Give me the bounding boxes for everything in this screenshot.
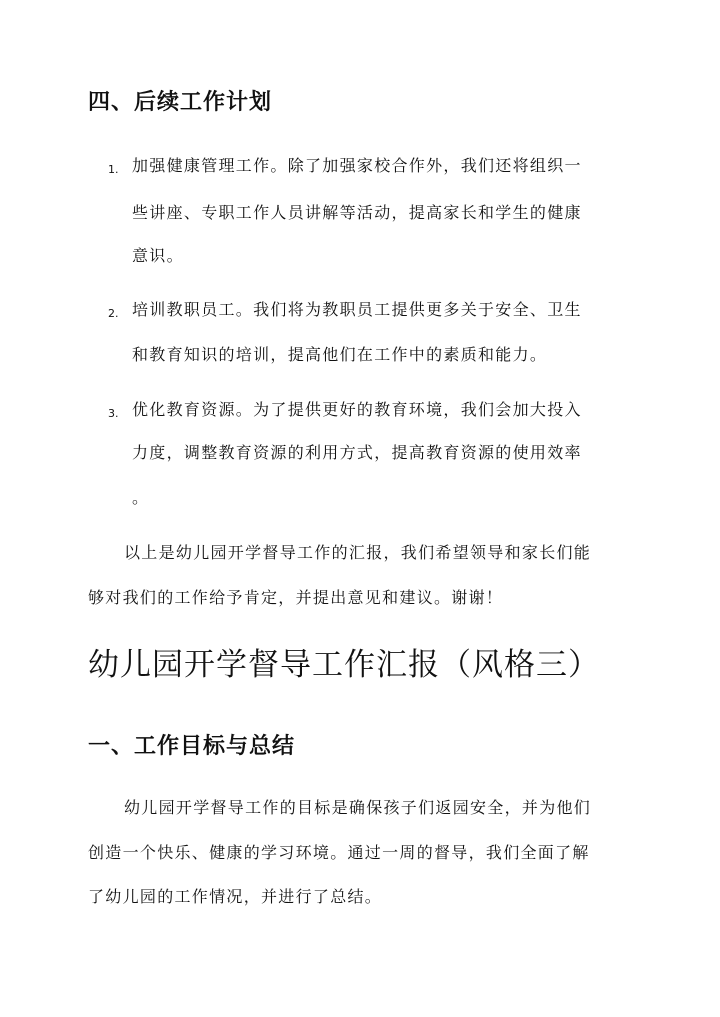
- paragraph-line: 幼儿园开学督导工作的目标是确保孩子们返园安全，并为他们: [124, 798, 592, 817]
- section-heading-goals-summary: 一、工作目标与总结: [88, 734, 296, 759]
- list-item-line: 优化教育资源。为了提供更好的教育环境，我们会加大投入: [132, 400, 582, 419]
- list-item-line: 培训教职员工。我们将为教职员工提供更多关于安全、卫生: [132, 300, 582, 319]
- paragraph-line: 以上是幼儿园开学督导工作的汇报，我们希望领导和家长们能: [124, 543, 592, 562]
- list-item-number: 2.: [108, 307, 119, 320]
- document-title: 幼儿园开学督导工作汇报（风格三）: [88, 647, 600, 683]
- list-item-line: 和教育知识的培训，提高他们在工作中的素质和能力。: [132, 345, 548, 364]
- paragraph-line: 够对我们的工作给予肯定，并提出意见和建议。谢谢！: [88, 588, 504, 607]
- paragraph-line: 创造一个快乐、健康的学习环境。通过一周的督导，我们全面了解: [88, 843, 590, 862]
- list-item-line: 意识。: [132, 246, 184, 265]
- paragraph-line: 了幼儿园的工作情况，并进行了总结。: [88, 887, 383, 906]
- list-item-number: 1.: [108, 163, 119, 176]
- list-item-line: 些讲座、专职工作人员讲解等活动，提高家长和学生的健康: [132, 203, 582, 222]
- list-item-number: 3.: [108, 407, 119, 420]
- list-item-line: 。: [132, 488, 150, 507]
- list-item-line: 加强健康管理工作。除了加强家校合作外，我们还将组织一: [132, 156, 582, 175]
- list-item-line: 力度，调整教育资源的利用方式，提高教育资源的使用效率: [132, 443, 582, 462]
- section-heading-follow-up-plan: 四、后续工作计划: [88, 90, 273, 115]
